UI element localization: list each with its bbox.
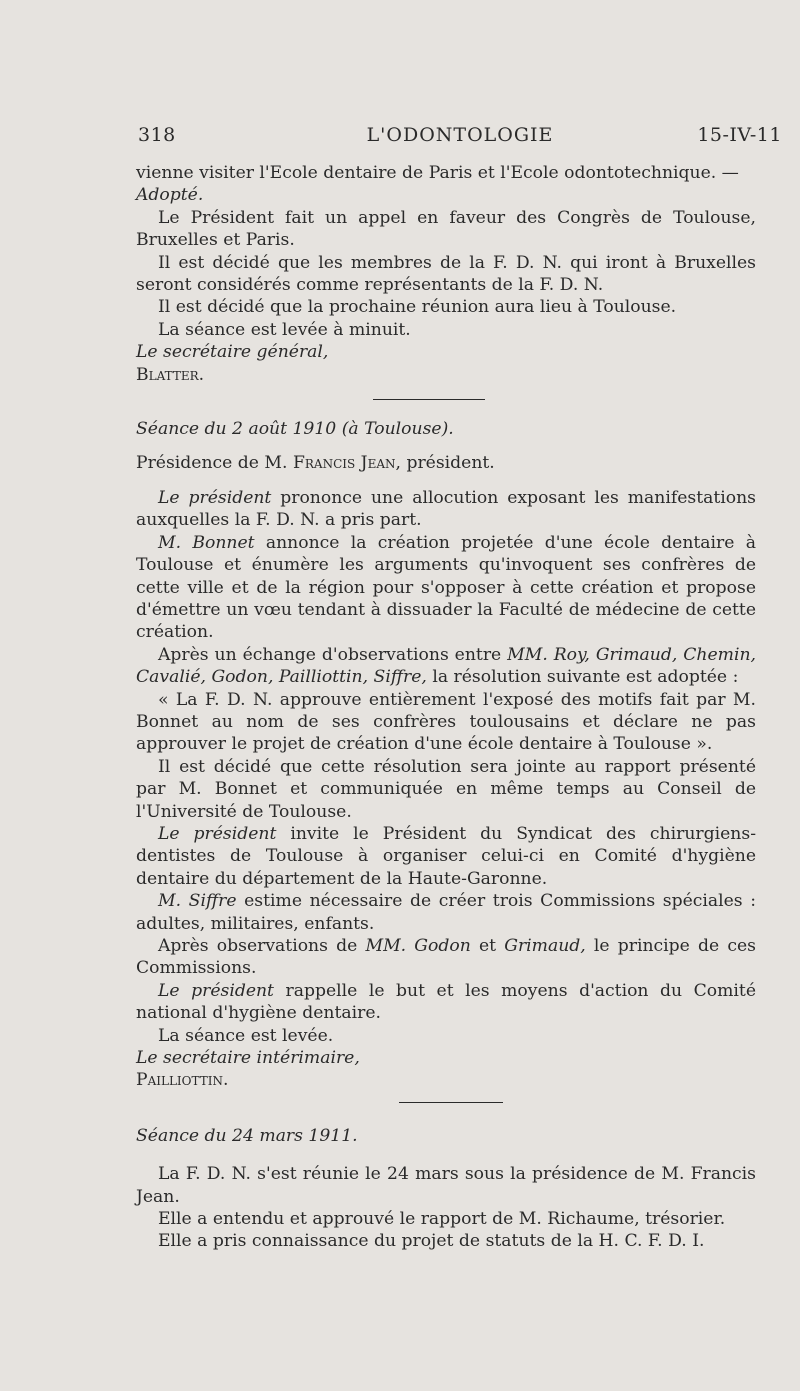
paragraph: La F. D. N. s'est réunie le 24 mars sous la présidence de M. Francis Jean. (136, 1164, 756, 1207)
paragraph-text: et (470, 936, 505, 956)
paragraph-text: Après un échange d'observations entre (158, 644, 508, 665)
section-heading: Séance du 2 août 1910 (à Toulouse). (136, 419, 454, 440)
section-heading: Séance du 24 mars 1911. (136, 1125, 358, 1146)
signature-title: Le secrétaire général, (136, 342, 329, 363)
paragraph (136, 890, 756, 935)
paragraph-text: le principe de ces Commissions. (136, 936, 756, 979)
speaker: Le président (158, 823, 277, 844)
signature-name: Blatter. (136, 364, 205, 385)
section-divider (399, 1102, 503, 1103)
section-divider (373, 399, 485, 400)
speaker: Grimaud, (504, 936, 586, 956)
presidence-suffix: , président. (395, 453, 495, 474)
paragraph (136, 532, 756, 644)
paragraph: La séance est levée à minuit. (158, 319, 411, 340)
speaker: M. Bonnet (158, 532, 255, 553)
speaker: Le président (158, 980, 274, 1001)
speaker-list: MM. Roy, Grimaud, Chemin, Cavalié, Godon, Pailliottin, Siffre, (136, 644, 756, 688)
paragraph (136, 644, 756, 689)
resolution-quote: « La F. D. N. approuve entièrement l'exposé des motifs fait par M. Bonnet au nom de ses confrères toulousains et déclare ne pas approuver le projet de création d'une école dentaire à Toulouse ». (136, 689, 756, 755)
paragraph-text: estime nécessaire de créer trois Commissions spéciales : adultes, militaires, enfants. (136, 891, 756, 934)
paragraph: Il est décidé que cette résolution sera jointe au rapport présenté par M. Bonnet et communiquée en même temps au Conseil de l'Université de Toulouse. (136, 756, 756, 822)
signature-title: Le secrétaire intérimaire, (136, 1048, 360, 1069)
paragraph: Elle a entendu et approuvé le rapport de M. Richaume, trésorier. (158, 1209, 726, 1230)
issue-date: 15-IV-11 (697, 124, 782, 146)
paragraph (136, 162, 756, 207)
paragraph-text: Après observations de (158, 936, 366, 956)
paragraph-text: annonce la création projetée d'une école dentaire à Toulouse et énumère les arguments qu'invoquent ses confrères de cette ville et de la région pour s'opposer à cette création et propose d'émettre un vœu tendant à dissuader la Faculté de médecine de cette création. (136, 532, 756, 643)
speaker: MM. Godon (365, 936, 471, 956)
speaker: Le président (158, 487, 272, 508)
presidence-line (136, 452, 756, 474)
journal-title: L'ODONTOLOGIE (366, 124, 554, 146)
speaker: M. Siffre (158, 891, 237, 912)
paragraph: Il est décidé que la prochaine réunion aura lieu à Toulouse. (158, 297, 677, 318)
paragraph (136, 823, 756, 890)
page-number: 318 (138, 124, 176, 146)
paragraph: Il est décidé que les membres de la F. D. N. qui iront à Bruxelles seront considérés comme représentants de la F. D. N. (136, 252, 756, 296)
paragraph (136, 487, 756, 532)
president-name: Francis Jean (292, 453, 396, 474)
paragraph (136, 935, 756, 980)
paragraph: Elle a pris connaissance du projet de statuts de la H. C. F. D. I. (158, 1231, 705, 1252)
adopted-label: Adopté. (136, 185, 204, 206)
paragraph-text: la résolution suivante est adoptée : (426, 667, 739, 688)
paragraph-text: vienne visiter l'Ecole dentaire de Paris et l'Ecole odontotechnique. — (136, 163, 739, 183)
paragraph-text: prononce une allocution exposant les manifestations auxquelles la F. D. N. a pris part. (136, 487, 756, 531)
paragraph-text: rappelle le but et les moyens d'action du Comité national d'hygiène dentaire. (136, 980, 756, 1024)
running-header (138, 124, 782, 152)
paragraph: Le Président fait un appel en faveur des Congrès de Toulouse, Bruxelles et Paris. (136, 207, 756, 251)
presidence-prefix: Présidence de M. (136, 453, 288, 474)
paragraph (136, 980, 756, 1025)
paragraph-text: invite le Président du Syndicat des chirurgiens-dentistes de Toulouse à organiser celui-ci en Comité d'hygiène dentaire du département de la Haute-Garonne. (136, 823, 756, 889)
paragraph: La séance est levée. (158, 1025, 334, 1046)
signature-name: Pailliottin. (136, 1070, 229, 1091)
page-body (136, 162, 756, 1253)
